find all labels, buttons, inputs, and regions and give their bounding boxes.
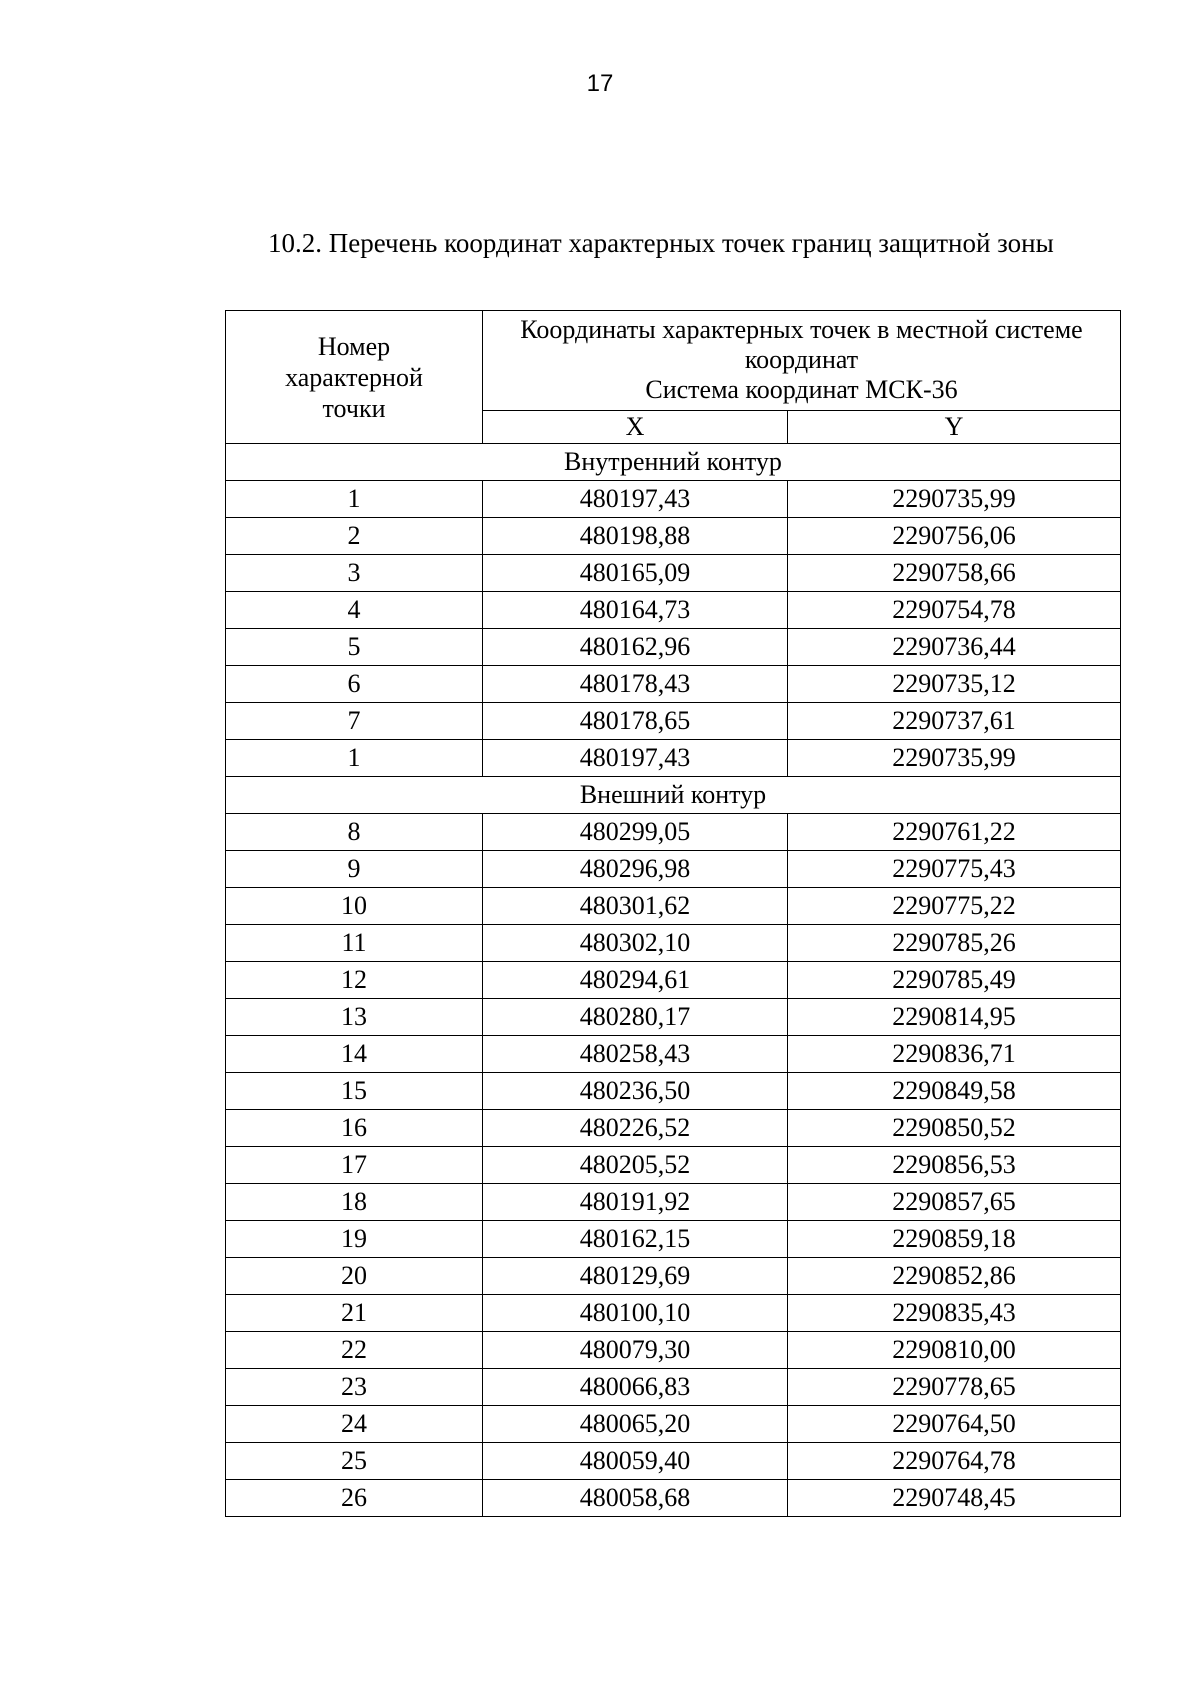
y-coordinate-cell: 2290852,86	[788, 1258, 1121, 1295]
table-row	[226, 1110, 1121, 1147]
point-number-cell: 11	[226, 925, 483, 962]
header-coordinates-line-3: Система координат МСК-36	[645, 375, 958, 405]
point-number-cell: 17	[226, 1147, 483, 1184]
table-row	[226, 925, 1121, 962]
point-number-cell: 20	[226, 1258, 483, 1295]
table-row	[226, 962, 1121, 999]
x-coordinate-cell: 480191,92	[483, 1184, 788, 1221]
y-coordinate-cell: 2290849,58	[788, 1073, 1121, 1110]
x-coordinate-cell: 480165,09	[483, 555, 788, 592]
table-row	[226, 1480, 1121, 1517]
table-row	[226, 518, 1121, 555]
header-coordinates	[483, 311, 1121, 411]
y-coordinate-cell: 2290856,53	[788, 1147, 1121, 1184]
point-number-cell: 12	[226, 962, 483, 999]
y-coordinate-cell: 2290758,66	[788, 555, 1121, 592]
x-coordinate-cell: 480059,40	[483, 1443, 788, 1480]
section-row	[226, 444, 1121, 481]
y-coordinate-cell: 2290754,78	[788, 592, 1121, 629]
y-coordinate-cell: 2290735,99	[788, 740, 1121, 777]
x-coordinate-cell: 480178,43	[483, 666, 788, 703]
y-coordinate-cell: 2290850,52	[788, 1110, 1121, 1147]
table-row	[226, 1221, 1121, 1258]
point-number-cell: 10	[226, 888, 483, 925]
x-coordinate-cell: 480162,15	[483, 1221, 788, 1258]
y-coordinate-cell: 2290735,99	[788, 481, 1121, 518]
point-number-cell: 21	[226, 1295, 483, 1332]
x-coordinate-cell: 480100,10	[483, 1295, 788, 1332]
point-number-cell: 1	[226, 481, 483, 518]
table-row	[226, 1295, 1121, 1332]
table-row	[226, 1443, 1121, 1480]
y-coordinate-cell: 2290764,78	[788, 1443, 1121, 1480]
x-coordinate-cell: 480079,30	[483, 1332, 788, 1369]
point-number-cell: 19	[226, 1221, 483, 1258]
y-coordinate-cell: 2290785,26	[788, 925, 1121, 962]
section-title: Внешний контур	[226, 777, 1121, 814]
table-row	[226, 592, 1121, 629]
y-coordinate-cell: 2290810,00	[788, 1332, 1121, 1369]
section-row	[226, 777, 1121, 814]
x-coordinate-cell: 480226,52	[483, 1110, 788, 1147]
x-coordinate-cell: 480197,43	[483, 481, 788, 518]
table-row	[226, 1332, 1121, 1369]
y-coordinate-cell: 2290778,65	[788, 1369, 1121, 1406]
header-point-number-text: Номер характерной точки	[285, 331, 423, 423]
point-number-cell: 22	[226, 1332, 483, 1369]
point-number-cell: 2	[226, 518, 483, 555]
y-coordinate-cell: 2290736,44	[788, 629, 1121, 666]
table-row	[226, 555, 1121, 592]
x-coordinate-cell: 480236,50	[483, 1073, 788, 1110]
table-row	[226, 703, 1121, 740]
x-coordinate-cell: 480066,83	[483, 1369, 788, 1406]
table-row	[226, 629, 1121, 666]
table-row	[226, 1406, 1121, 1443]
table-row	[226, 888, 1121, 925]
y-coordinate-cell: 2290859,18	[788, 1221, 1121, 1258]
table-row	[226, 999, 1121, 1036]
x-coordinate-cell: 480197,43	[483, 740, 788, 777]
y-coordinate-cell: 2290857,65	[788, 1184, 1121, 1221]
x-coordinate-cell: 480258,43	[483, 1036, 788, 1073]
point-number-cell: 14	[226, 1036, 483, 1073]
point-number-cell: 15	[226, 1073, 483, 1110]
table-row	[226, 1184, 1121, 1221]
table-row	[226, 1036, 1121, 1073]
y-coordinate-cell: 2290785,49	[788, 962, 1121, 999]
header-y: Y	[788, 410, 1121, 443]
x-coordinate-cell: 480129,69	[483, 1258, 788, 1295]
y-coordinate-cell: 2290761,22	[788, 814, 1121, 851]
table-row	[226, 481, 1121, 518]
point-number-cell: 16	[226, 1110, 483, 1147]
document-title: 10.2. Перечень координат характерных точек границ защитной зоны	[268, 228, 1054, 258]
table-row	[226, 1258, 1121, 1295]
point-number-cell: 23	[226, 1369, 483, 1406]
point-number-cell: 26	[226, 1480, 483, 1517]
table-row	[226, 851, 1121, 888]
x-coordinate-cell: 480302,10	[483, 925, 788, 962]
header-coordinates-line-2: координат	[744, 345, 859, 375]
y-coordinate-cell: 2290836,71	[788, 1036, 1121, 1073]
x-coordinate-cell: 480294,61	[483, 962, 788, 999]
point-number-cell: 7	[226, 703, 483, 740]
x-coordinate-cell: 480198,88	[483, 518, 788, 555]
point-number-cell: 6	[226, 666, 483, 703]
y-coordinate-cell: 2290756,06	[788, 518, 1121, 555]
x-coordinate-cell: 480178,65	[483, 703, 788, 740]
point-number-cell: 5	[226, 629, 483, 666]
y-coordinate-cell: 2290775,43	[788, 851, 1121, 888]
y-coordinate-cell: 2290735,12	[788, 666, 1121, 703]
x-coordinate-cell: 480205,52	[483, 1147, 788, 1184]
point-number-cell: 3	[226, 555, 483, 592]
point-number-cell: 1	[226, 740, 483, 777]
x-coordinate-cell: 480058,68	[483, 1480, 788, 1517]
y-coordinate-cell: 2290764,50	[788, 1406, 1121, 1443]
x-coordinate-cell: 480301,62	[483, 888, 788, 925]
y-coordinate-cell: 2290775,22	[788, 888, 1121, 925]
point-number-cell: 4	[226, 592, 483, 629]
coordinates-table	[225, 310, 1121, 1517]
x-coordinate-cell: 480164,73	[483, 592, 788, 629]
x-coordinate-cell: 480296,98	[483, 851, 788, 888]
x-coordinate-cell: 480299,05	[483, 814, 788, 851]
table-row	[226, 814, 1121, 851]
y-coordinate-cell: 2290814,95	[788, 999, 1121, 1036]
point-number-cell: 25	[226, 1443, 483, 1480]
x-coordinate-cell: 480162,96	[483, 629, 788, 666]
point-number-cell: 9	[226, 851, 483, 888]
page-number: 17	[586, 70, 614, 97]
table-row	[226, 740, 1121, 777]
section-title: Внутренний контур	[226, 444, 1121, 481]
point-number-cell: 24	[226, 1406, 483, 1443]
point-number-cell: 8	[226, 814, 483, 851]
y-coordinate-cell: 2290748,45	[788, 1480, 1121, 1517]
header-coordinates-line-1: Координаты характерных точек в местной системе	[520, 315, 1083, 345]
point-number-cell: 13	[226, 999, 483, 1036]
table-row	[226, 1073, 1121, 1110]
header-point-number	[226, 311, 483, 444]
header-x: X	[483, 410, 788, 443]
table-row	[226, 1369, 1121, 1406]
point-number-cell: 18	[226, 1184, 483, 1221]
x-coordinate-cell: 480065,20	[483, 1406, 788, 1443]
table-row	[226, 666, 1121, 703]
table-row	[226, 1147, 1121, 1184]
y-coordinate-cell: 2290737,61	[788, 703, 1121, 740]
header-row	[226, 311, 1121, 411]
y-coordinate-cell: 2290835,43	[788, 1295, 1121, 1332]
x-coordinate-cell: 480280,17	[483, 999, 788, 1036]
